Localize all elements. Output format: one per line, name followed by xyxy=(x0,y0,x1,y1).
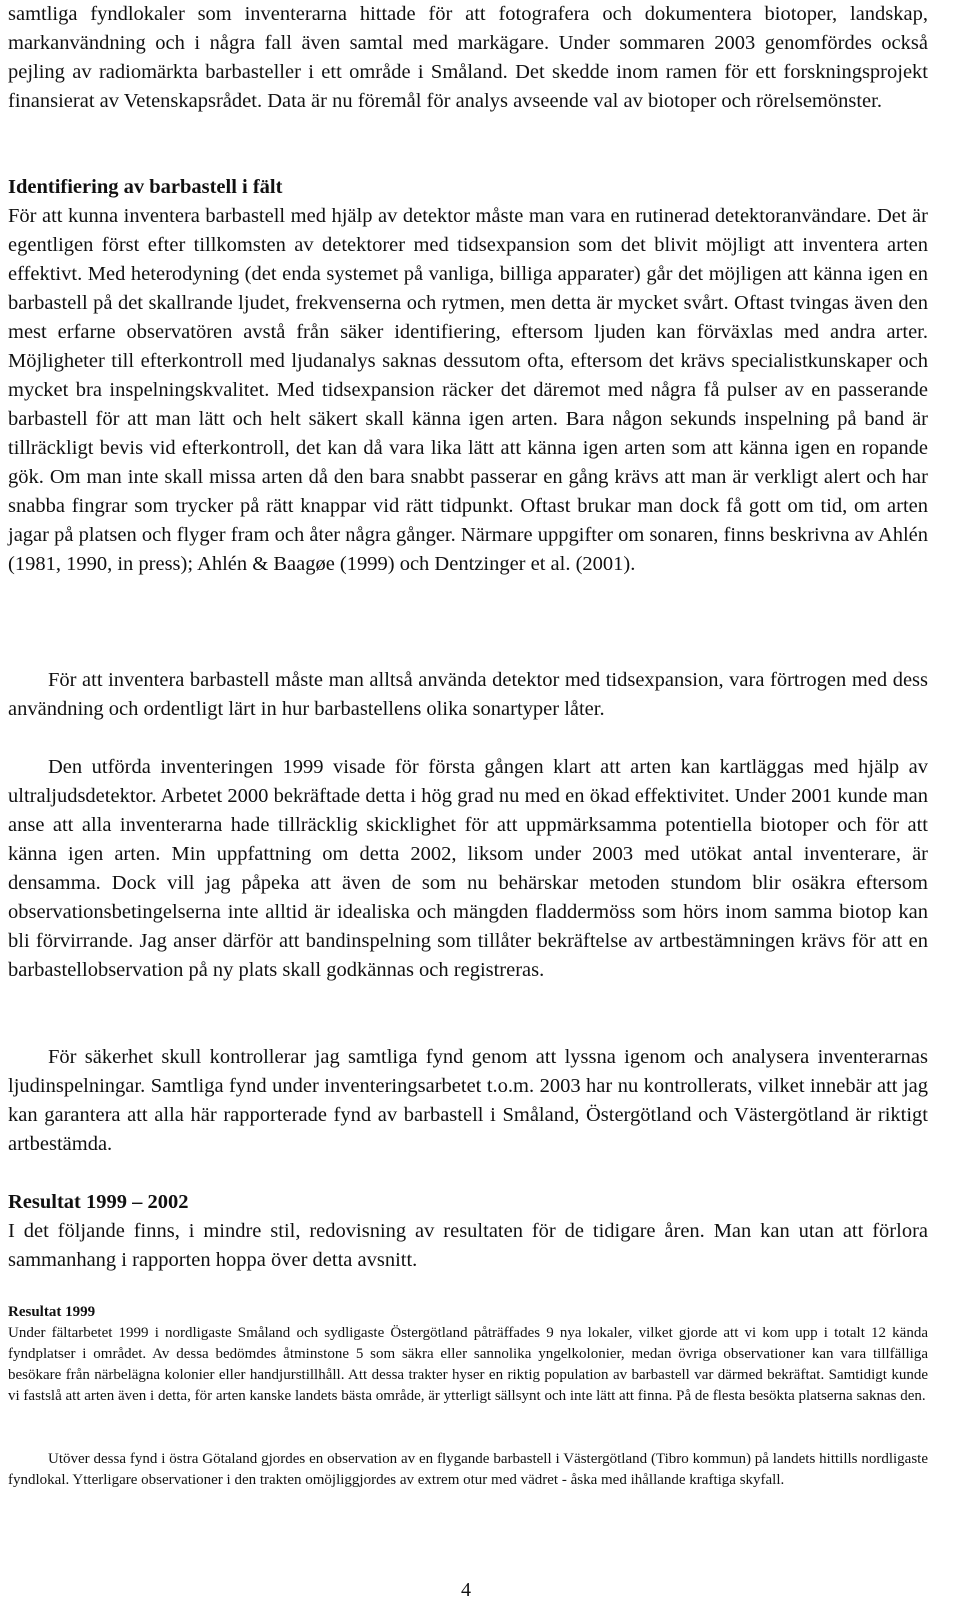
page-number: 4 xyxy=(461,1579,471,1601)
results-heading: Resultat 1999 – 2002 xyxy=(8,1191,189,1213)
identification-paragraph-2: För att inventera barbastell måste man alltså använda detektor med tidsexpansion, vara förtrogen med dess användning och ordentligt lärt in hur barbastellens olika sonartyper låter. xyxy=(8,669,928,720)
results-1999-heading: Resultat 1999 xyxy=(8,1304,96,1320)
identification-heading: Identifiering av barbastell i fält xyxy=(8,176,283,198)
identification-paragraph-1: För att kunna inventera barbastell med hjälp av detektor måste man vara en rutinerad detektoranvändare. Det är egentligen först efter tillkomsten av detektorer med tidsexpansion som det blivit möjligt att inventera arten effektivt. Med heterodyning (det enda systemet på vanliga, billiga apparater) går det möjligen att känna igen en barbastell på det skallrande ljudet, frekvenserna och rytmen, men detta är mycket svårt. Oftast tvingas även den mest erfarne observatören avstå från säker identifiering, eftersom ljuden kan förväxlas med andra arter. Möjligheter till efterkontroll med ljudanalys saknas dessutom ofta, eftersom det krävs specialistkunskaper och mycket bra inspelningskvalitet. Med tidsexpansion räcker det däremot med några få pulser av en passerande barbastell för att man lätt och helt säkert skall känna igen arten. Bara någon sekunds inspelning på band är tillräckligt bevis vid efterkontroll, det kan då vara lika lätt att känna igen arten som att känna igen en ropande gök. Om man inte skall missa arten då den bara snabbt passerar en gång krävs att man är verkligt alert och har snabba fingrar som trycker på rätt knappar vid rätt tidpunkt. Oftast brukar man dock få gott om tid, om arten jagar på platsen och flyger fram och åter några gånger. Närmare uppgifter om sonaren, finns beskrivna av Ahlén (1981, 1990, in press); Ahlén & Baagøe (1999) och Dentzinger et al. (2001). xyxy=(8,205,928,575)
results-paragraph: I det följande finns, i mindre stil, redovisning av resultaten för de tidigare åren. Man kan utan att förlora sammanhang i rapporten hoppa över detta avsnitt. xyxy=(8,1220,928,1271)
identification-paragraph-3: Den utförda inventeringen 1999 visade för första gången klart att arten kan kartläggas med hjälp av ultraljudsdetektor. Arbetet 2000 bekräftade detta i hög grad nu med en ökad effektivitet. Under 2001 kunde man anse att alla inventerarna hade tillräcklig skicklighet för att uppmärksamma potentiella biotoper och för att känna igen arten. Min uppfattning om detta 2002, liksom under 2003 med utökat antal inventerare, är densamma. Dock vill jag påpeka att även de som nu behärskar metoden stundom blir osäkra eftersom observationsbetingelserna inte alltid är idealiska och mängden fladdermöss som hörs inom samma biotop kan bli förvirrande. Jag anser därför att bandinspelning som tillåter bekräftelse av artbestämningen krävs för att en barbastellobservation på ny plats skall godkännas och registreras. xyxy=(8,756,928,981)
results-1999-paragraph-2: Utöver dessa fynd i östra Götaland gjordes en observation av en flygande barbastell i Västergötland (Tibro kommun) på landets hittills nordligaste fyndlokal. Ytterligare observationer i den trakten omöjliggjordes av extrem otur med vädret - åska med ihållande kraftiga skyfall. xyxy=(8,1451,928,1488)
intro-paragraph: samtliga fyndlokaler som inventerarna hittade för att fotografera och dokumentera biotoper, landskap, markanvändning och i några fall även samtal med markägare. Under sommaren 2003 genomfördes också pejling av radiomärkta barbasteller i ett område i Småland. Det skedde inom ramen för ett forskningsprojekt finansierat av Vetenskapsrådet. Data är nu föremål för analys avseende val av biotoper och rörelsemönster. xyxy=(8,3,928,112)
identification-paragraph-4: För säkerhet skull kontrollerar jag samtliga fynd genom att lyssna igenom och analysera inventerarnas ljudinspelningar. Samtliga fynd under inventeringsarbetet t.o.m. 2003 har nu kontrollerats, vilket innebär att jag kan garantera att alla här rapporterade fynd av barbastell i Småland, Östergötland och Västergötland är riktigt artbestämda. xyxy=(8,1046,928,1155)
results-1999-paragraph-1: Under fältarbetet 1999 i nordligaste Småland och sydligaste Östergötland påträffades 9 nya lokaler, vilket gjorde att vi kom upp i totalt 12 kända fyndplatser i området. Av dessa bedömdes åtminstone 5 som säkra eller sannolika yngelkolonier, medan övriga observationer kan vara tillfälliga besökare från närbelägna kolonier eller handjurstillhåll. Att dessa trakter hyser en riktig population av barbastell var därmed bekräftat. Samtidigt kunde vi fastslå att arten även i detta, för arten kanske landets bästa område, är ytterligt sällsynt och inte lätt att finna. På de flesta besökta platserna saknas den. xyxy=(8,1325,928,1404)
